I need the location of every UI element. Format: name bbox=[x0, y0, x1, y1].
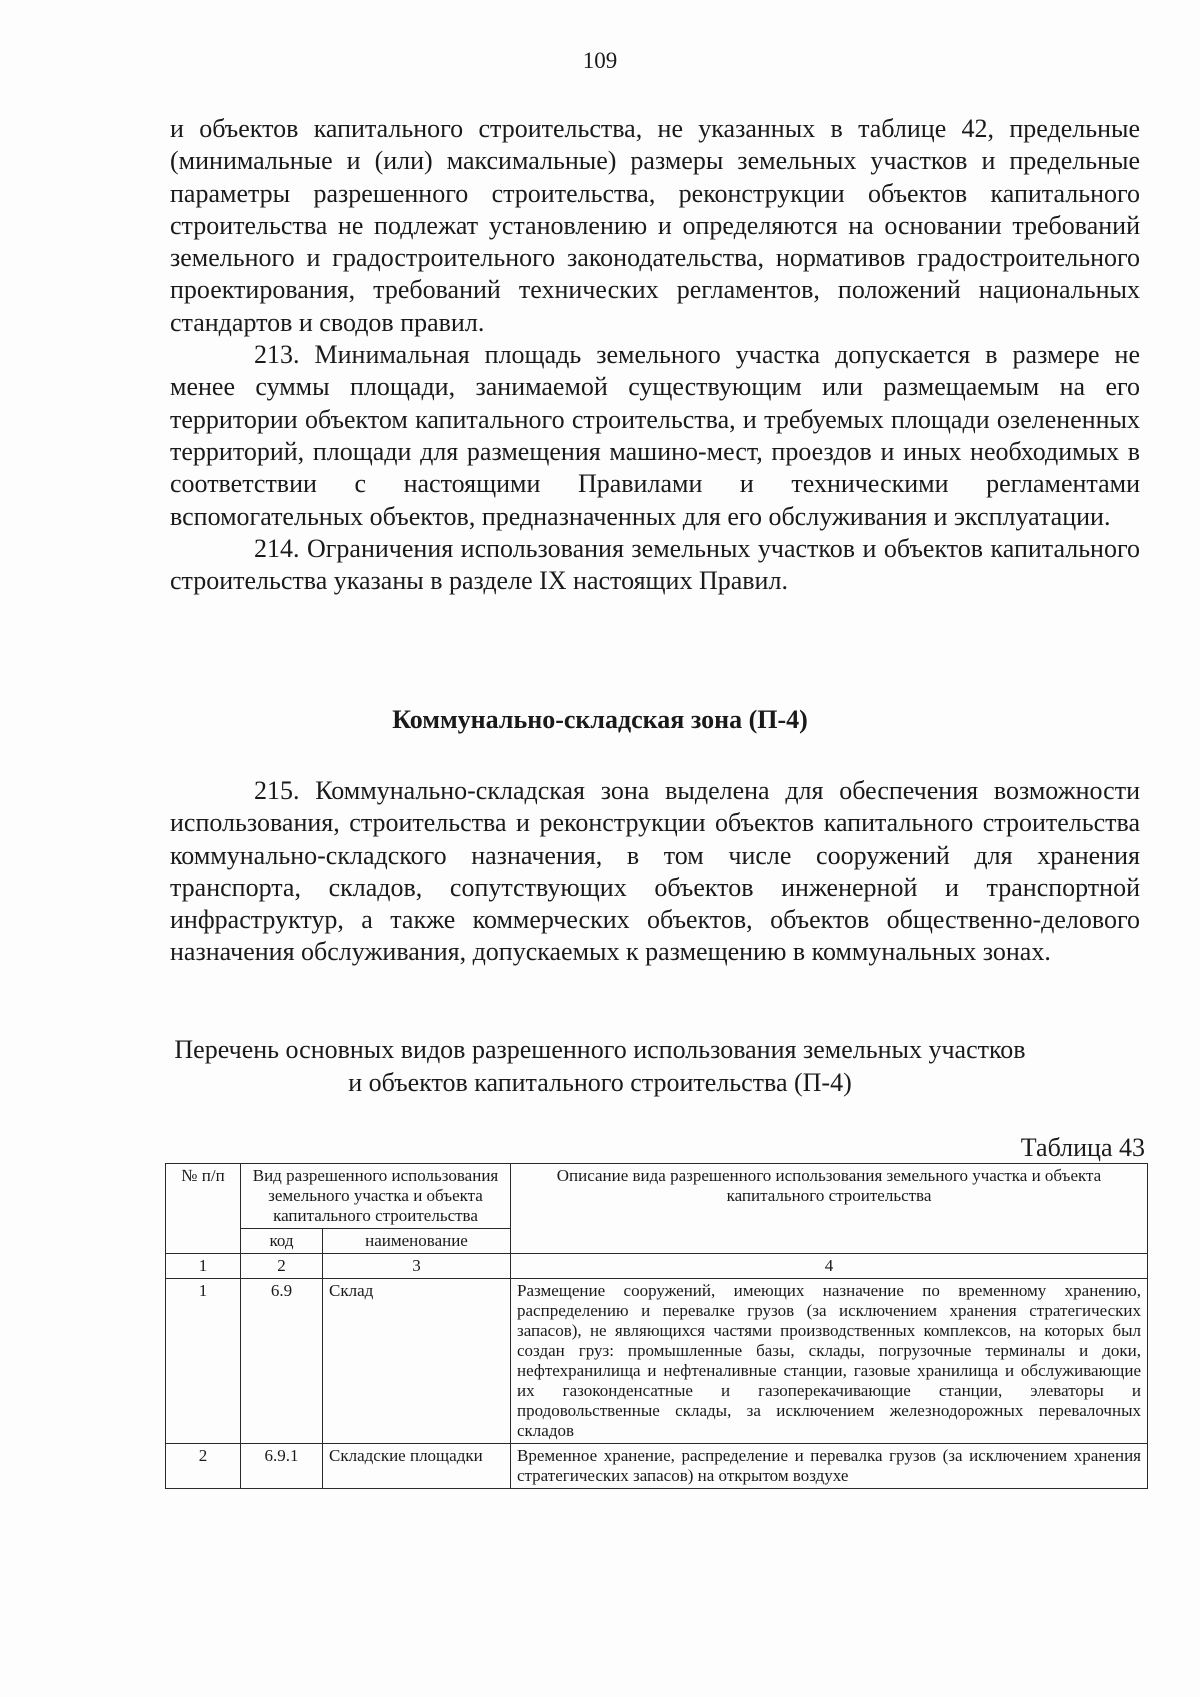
column-number: 1 bbox=[166, 1254, 241, 1279]
paragraph-213: 213. Минимальная площадь земельного участка допускается в размере не менее суммы площади, занимаемой существующим или размещаемым на его территории объектом капитального строительства, и требуемых площади озелененных территорий, площади для размещения машино-мест, проездов и иных необходимых в соответствии с настоящими Правилами и техническими регламентами вспомогательных объектов, предназначенных для его обслуживания и эксплуатации. bbox=[170, 340, 1140, 531]
header-kind: Вид разрешенного использования земельного участка и объекта капитального строительства bbox=[241, 1164, 511, 1229]
row-num: 1 bbox=[166, 1279, 241, 1444]
column-number: 2 bbox=[241, 1254, 323, 1279]
page-number: 109 bbox=[582, 48, 618, 73]
row-name: Склад bbox=[323, 1279, 511, 1444]
list-heading-line-2: и объектов капитального строительства (П-4) bbox=[348, 1068, 852, 1097]
list-heading bbox=[0, 1033, 1200, 1099]
table-row bbox=[166, 1279, 1148, 1444]
table-caption: Таблица 43 bbox=[1020, 1133, 1145, 1162]
paragraph-continuation: и объектов капитального строительства, не указанных в таблице 42, предельные (минимальные и (или) максимальные) размеры земельных участков и предельные параметры разрешенного строительства, реконструкции объектов капитального строительства не подлежат установлению и определяются на основании требований земельного и градостроительного законодательства, нормативов градостроительного проектирования, требований технических регламентов, положений национальных стандартов и сводов правил. bbox=[170, 114, 1140, 337]
body-text-zone bbox=[170, 775, 1140, 969]
paragraph-215: 215. Коммунально-складская зона выделена для обеспечения возможности использования, строительства и реконструкции объектов капитального строительства коммунально-складского назначения, в том числе сооружений для хранения транспорта, складов, сопутствующих объектов инженерной и транспортной инфраструктур, а также коммерческих объектов, объектов общественно-делового назначения обслуживания, допускаемых к размещению в коммунальных зонах. bbox=[170, 776, 1140, 967]
body-text-top bbox=[170, 113, 1140, 597]
section-heading: Коммунально-складская зона (П-4) bbox=[392, 705, 808, 734]
row-num: 2 bbox=[166, 1444, 241, 1489]
list-heading-line-1: Перечень основных видов разрешенного использования земельных участков bbox=[174, 1035, 1026, 1064]
table-column-number-row bbox=[166, 1254, 1148, 1279]
row-description: Временное хранение, распределение и перевалка грузов (за исключением хранения стратегических запасов) на открытом воздухе bbox=[511, 1444, 1148, 1489]
paragraph-214: 214. Ограничения использования земельных участков и объектов капитального строительства указаны в разделе IX настоящих Правил. bbox=[170, 533, 1140, 596]
land-use-table bbox=[165, 1163, 1148, 1489]
table-header-row bbox=[166, 1164, 1148, 1229]
row-name: Складские площадки bbox=[323, 1444, 511, 1489]
header-num: № п/п bbox=[166, 1164, 241, 1254]
row-code: 6.9.1 bbox=[241, 1444, 323, 1489]
header-name: наименование bbox=[323, 1229, 511, 1254]
row-code: 6.9 bbox=[241, 1279, 323, 1444]
row-description: Размещение сооружений, имеющих назначение по временному хранению, распределению и перевалке грузов (за исключением хранения стратегических запасов), не являющихся частями производственных комплексов, на которых был создан груз: промышленные базы, склады, погрузочные терминалы и доки, нефтехранилища и нефтеналивные станции, газовые хранилища и обслуживающие их газоконденсатные и газоперекачивающие станции, элеваторы и продовольственные склады, за исключением железнодорожных перевалочных складов bbox=[511, 1279, 1148, 1444]
header-description: Описание вида разрешенного использования земельного участка и объекта капитального строительства bbox=[511, 1164, 1148, 1254]
column-number: 3 bbox=[323, 1254, 511, 1279]
header-code: код bbox=[241, 1229, 323, 1254]
column-number: 4 bbox=[511, 1254, 1148, 1279]
table-row bbox=[166, 1444, 1148, 1489]
